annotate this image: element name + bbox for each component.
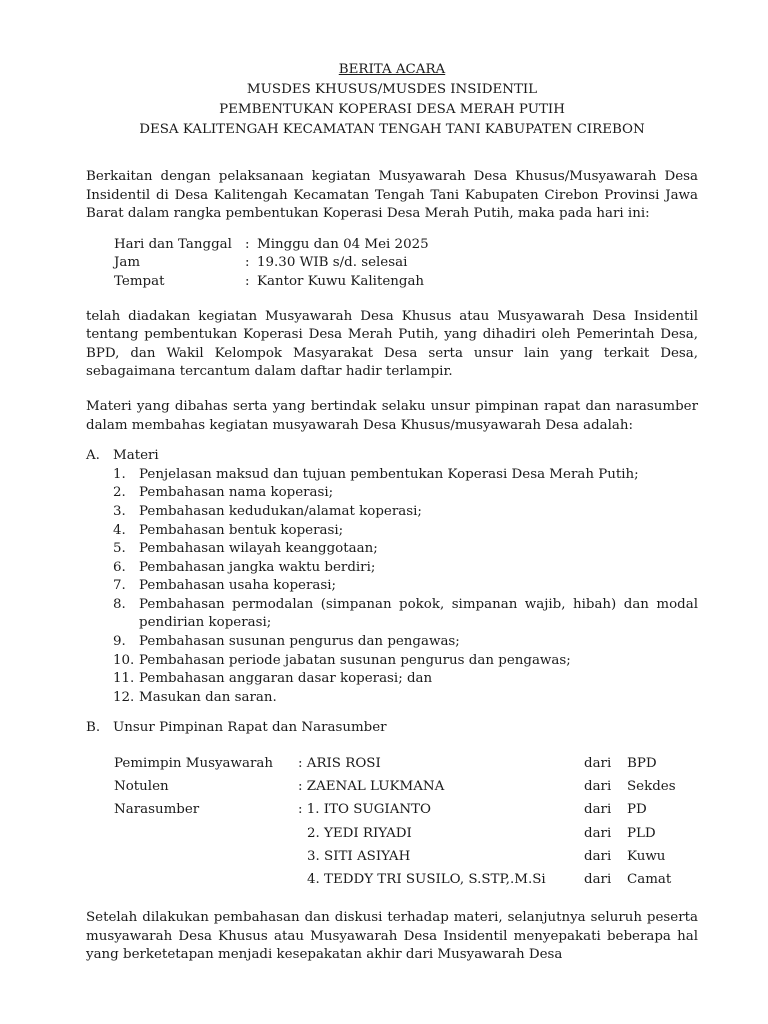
person-name: : ARIS ROSI [298, 756, 381, 772]
person-from: dari [584, 825, 612, 841]
header-line-1: MUSDES KHUSUS/MUSDES INSIDENTIL [246, 82, 538, 97]
list-item [113, 466, 698, 485]
item-number: 8. [113, 596, 126, 612]
list-item [113, 652, 698, 671]
item-number: 11. [113, 671, 135, 687]
table-row [114, 752, 698, 775]
intro-paragraph: Berkaitan dengan pelaksanaan kegiatan Musyawarah Desa Khusus/Musyawarah Desa Insidentil di Desa Kalitengah Kecamatan Tengah Tani Kabupaten Cirebon Provinsi Jawa Barat dalam rangka pembentukan Koperasi Desa Merah Putih, maka pada hari ini: [86, 169, 698, 222]
schedule-label: Hari dan Tanggal [114, 236, 232, 252]
table-row [114, 868, 698, 891]
schedule-row [114, 273, 698, 292]
item-number: 3. [113, 503, 126, 519]
item-number: 1. [113, 466, 126, 482]
person-role: Notulen [114, 779, 169, 795]
person-from: dari [584, 779, 612, 795]
item-number: 12. [113, 689, 135, 705]
person-name: : 1. ITO SUGIANTO [298, 802, 431, 818]
item-text: Penjelasan maksud dan tujuan pembentukan Koperasi Desa Merah Putih; [139, 466, 639, 482]
section-b-heading [86, 719, 698, 738]
item-number: 9. [113, 634, 126, 650]
item-text: Pembahasan wilayah keanggotaan; [139, 541, 378, 557]
section-letter: B. [86, 720, 101, 736]
item-text: Pembahasan anggaran dasar koperasi; dan [139, 671, 433, 687]
person-from: dari [584, 756, 612, 772]
list-item [113, 633, 698, 652]
list-item [113, 596, 698, 633]
item-number: 7. [113, 578, 126, 594]
person-role [114, 868, 298, 891]
section-title: Materi [113, 448, 159, 464]
table-row [114, 798, 698, 821]
list-item [113, 670, 698, 689]
item-text: Pembahasan periode jabatan susunan pengurus dan pengawas; [139, 652, 571, 668]
document-header [86, 60, 698, 140]
person-organization: Camat [627, 871, 672, 887]
section-letter: A. [86, 448, 100, 464]
item-text: Pembahasan susunan pengurus dan pengawas; [139, 634, 460, 650]
item-text: Pembahasan bentuk koperasi; [139, 522, 344, 538]
section-a-heading [86, 447, 698, 466]
item-number: 10. [113, 652, 135, 668]
list-item [113, 577, 698, 596]
item-number: 4. [113, 522, 126, 538]
header-line-2: PEMBENTUKAN KOPERASI DESA MERAH PUTIH [219, 102, 565, 117]
item-text: Pembahasan jangka waktu berdiri; [139, 559, 376, 575]
person-role: Pemimpin Musyawarah [114, 756, 273, 772]
list-item [113, 484, 698, 503]
item-text: Masukan dan saran. [139, 689, 277, 705]
item-number: 5. [113, 541, 126, 557]
person-organization: Sekdes [627, 779, 676, 795]
table-row [114, 845, 698, 868]
person-name: 3. SITI ASIYAH [307, 848, 411, 864]
person-from: dari [584, 848, 612, 864]
schedule-value: Minggu dan 04 Mei 2025 [257, 236, 429, 252]
list-item [113, 559, 698, 578]
person-role [114, 845, 298, 868]
item-number: 2. [113, 485, 126, 501]
materials-list [113, 466, 698, 708]
person-from: dari [584, 802, 612, 818]
schedule-separator: : [245, 273, 250, 289]
schedule-label: Jam [114, 255, 141, 271]
meeting-held-paragraph: telah diadakan kegiatan Musyawarah Desa Khusus atau Musyawarah Desa Insidentil tentang pembentukan Koperasi Desa Merah Putih, yang dihadiri oleh Pemerintah Desa, BPD, dan Wakil Kelompok Masyarakat Desa serta unsur lain yang terkait Desa, sebagaimana tercantum dalam daftar hadir terlampir. [86, 308, 698, 380]
section-title: Unsur Pimpinan Rapat dan Narasumber [113, 720, 387, 736]
person-from: dari [584, 871, 612, 887]
person-name: 4. TEDDY TRI SUSILO, S.STP,.M.Si [307, 871, 546, 887]
conclusion-paragraph: Setelah dilakukan pembahasan dan diskusi terhadap materi, selanjutnya seluruh peserta musyawarah Desa Khusus atau Musyawarah Desa Insidentil menyepakati beberapa hal yang berketetapan menjadi kesepakatan akhir dari Musyawarah Desa [86, 910, 698, 963]
item-text: Pembahasan permodalan (simpanan pokok, simpanan wajib, hibah) dan modal pendirian koperasi; [139, 596, 698, 631]
document-title: BERITA ACARA [338, 62, 446, 77]
person-role: Narasumber [114, 802, 200, 818]
item-text: Pembahasan nama koperasi; [139, 485, 334, 501]
list-item [113, 540, 698, 559]
person-name: 2. YEDI RIYADI [307, 825, 412, 841]
list-item [113, 503, 698, 522]
materials-intro-paragraph: Materi yang dibahas serta yang bertindak selaku unsur pimpinan rapat dan narasumber dalam membahas kegiatan musyawarah Desa Khusus/musyawarah Desa adalah: [86, 398, 698, 433]
person-role [114, 822, 298, 845]
table-row [114, 822, 698, 845]
header-line-3: DESA KALITENGAH KECAMATAN TENGAH TANI KABUPATEN CIREBON [139, 122, 645, 137]
leadership-table [114, 752, 698, 891]
schedule-separator: : [245, 236, 250, 252]
item-number: 6. [113, 559, 126, 575]
list-item [113, 689, 698, 708]
document-page [86, 60, 698, 965]
person-organization: Kuwu [627, 848, 666, 864]
schedule-separator: : [245, 255, 250, 271]
schedule-value: Kantor Kuwu Kalitengah [257, 273, 425, 289]
schedule-value: 19.30 WIB s/d. selesai [257, 255, 408, 271]
schedule-label: Tempat [114, 273, 165, 289]
item-text: Pembahasan usaha koperasi; [139, 578, 336, 594]
item-text: Pembahasan kedudukan/alamat koperasi; [139, 503, 422, 519]
list-item [113, 522, 698, 541]
table-row [114, 775, 698, 798]
schedule-row [114, 254, 698, 273]
person-name: : ZAENAL LUKMANA [298, 779, 445, 795]
schedule-block [114, 236, 698, 292]
person-organization: BPD [627, 756, 657, 772]
person-organization: PLD [627, 825, 656, 841]
schedule-row [114, 236, 698, 255]
person-organization: PD [627, 802, 647, 818]
